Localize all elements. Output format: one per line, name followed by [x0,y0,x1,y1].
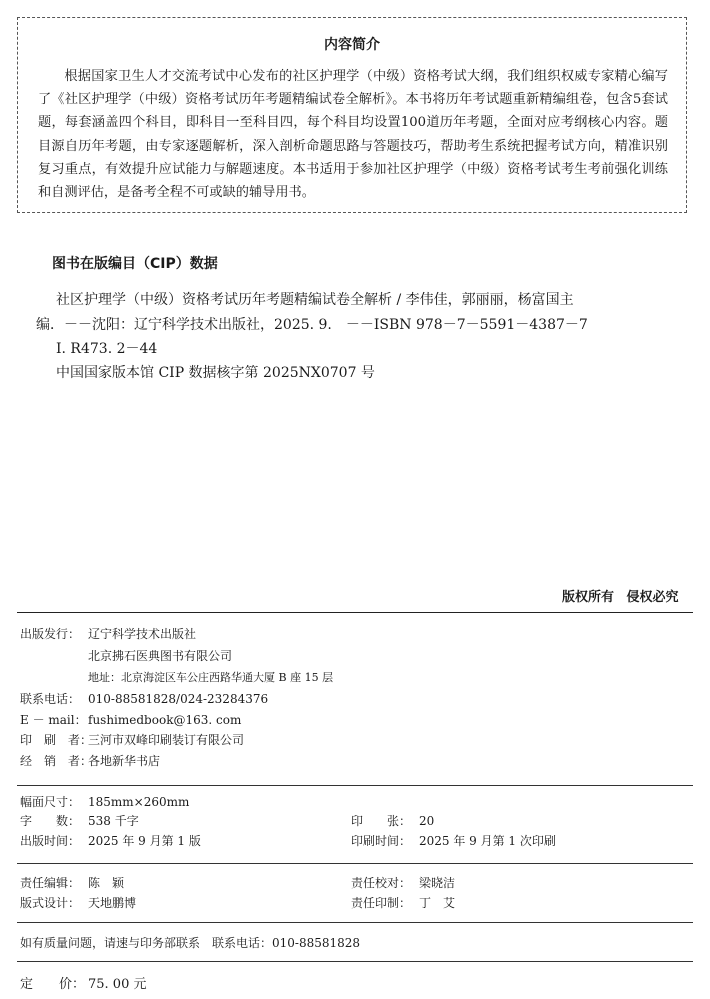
quality-note: 如有质量问题，请速与印务部联系 联系电话：010-88581828 [20,936,361,950]
phone-label: 联系电话： [20,692,81,706]
phone-value: 010-88581828/024-23284376 [88,692,269,706]
proofreader-row [351,874,455,891]
pubdate-row [20,832,201,849]
size-row [20,793,189,810]
publisher-label: 出版发行： [20,627,81,641]
proofreader-value: 梁晓洁 [419,876,456,890]
cip-line-4: 中国国家版本馆 CIP 数据核字第 2025NX0707 号 [56,365,375,381]
editor-value: 陈 颖 [88,876,125,890]
size-value: 185mm×260mm [88,795,190,809]
cip-line-3: Ⅰ. R473. 2－44 [56,341,158,357]
proofreader-label: 责任校对： [351,876,412,890]
words-value: 538 千字 [88,814,139,828]
price-row [20,973,146,992]
email-label: E － mail： [20,713,87,727]
print-manager-row [351,894,455,911]
sheets-label: 印 张： [351,814,412,828]
editor-row [20,874,124,891]
publisher-address: 地址：北京海淀区车公庄西路华通大厦 B 座 15 层 [88,671,334,684]
words-row [20,812,139,829]
cip-line-2: 编．－－沈阳：辽宁科学技术出版社，2025. 9. －－ISBN 978－7－5591－4387－7 [36,317,588,333]
summary-title: 内容简介 [324,37,380,53]
sheets-row [351,812,434,829]
divider [17,961,693,962]
pubdate-value: 2025 年 9 月第 1 版 [88,834,201,848]
publisher-name-1: 辽宁科学技术出版社 [88,627,197,641]
designer-row [20,894,136,911]
size-label: 幅面尺寸： [20,795,81,809]
divider [17,785,693,786]
printer-row [20,731,244,748]
divider [17,922,693,923]
phone-row [20,690,268,707]
content-summary-box [17,17,687,213]
publisher-name-2: 北京拂石医典图书有限公司 [88,649,233,663]
price-value: 75. 00 元 [88,977,147,992]
printdate-value: 2025 年 9 月第 1 次印刷 [419,834,556,848]
printdate-row [351,832,556,849]
print-manager-label: 责任印制： [351,896,412,910]
publisher-row [20,625,196,642]
summary-text: 根据国家卫生人才交流考试中心发布的社区护理学（中级）资格考试大纲，我们组织权威专家精心编写了《社区护理学（中级）资格考试历年考题精编试卷全解析》。本书将历年考试题重新精编组卷，包含5套试题，每套涵盖四个科目，即科目一至科目四，每个科目均设置100道历年考题，全面对应考纲核心内容。题目源自历年考题，由专家逐题解析，深入剖析命题思路与答题技巧，帮助考生系统把握考试方向，精准识别复习重点，有效提升应试能力与解题速度。本书适用于参加社区护理学（中级）资格考试考生考前强化训练和自测评估，是备考全程不可或缺的辅导用书。 [38,69,668,201]
distributor-row [20,752,160,769]
email-value: fushimedbook@163. com [88,713,242,727]
price-label: 定 价： [20,977,86,992]
printdate-label: 印刷时间： [351,834,412,848]
divider [17,612,693,613]
cip-heading: 图书在版编目（CIP）数据 [52,256,218,272]
designer-value: 天地鹏博 [88,896,137,910]
distributor-label: 经 销 者： [20,754,93,768]
printer-value: 三河市双峰印刷装订有限公司 [88,733,245,747]
editor-label: 责任编辑： [20,876,81,890]
words-label: 字 数： [20,814,81,828]
email-row [20,711,241,728]
printer-label: 印 刷 者： [20,733,93,747]
copyright-notice: 版权所有 侵权必究 [562,590,679,605]
distributor-value: 各地新华书店 [88,754,161,768]
print-manager-value: 丁 艾 [419,896,456,910]
pubdate-label: 出版时间： [20,834,81,848]
divider [17,863,693,864]
designer-label: 版式设计： [20,896,81,910]
cip-line-1: 社区护理学（中级）资格考试历年考题精编试卷全解析 / 李伟佳，郭丽丽，杨富国主 [56,292,574,308]
sheets-value: 20 [419,814,435,828]
